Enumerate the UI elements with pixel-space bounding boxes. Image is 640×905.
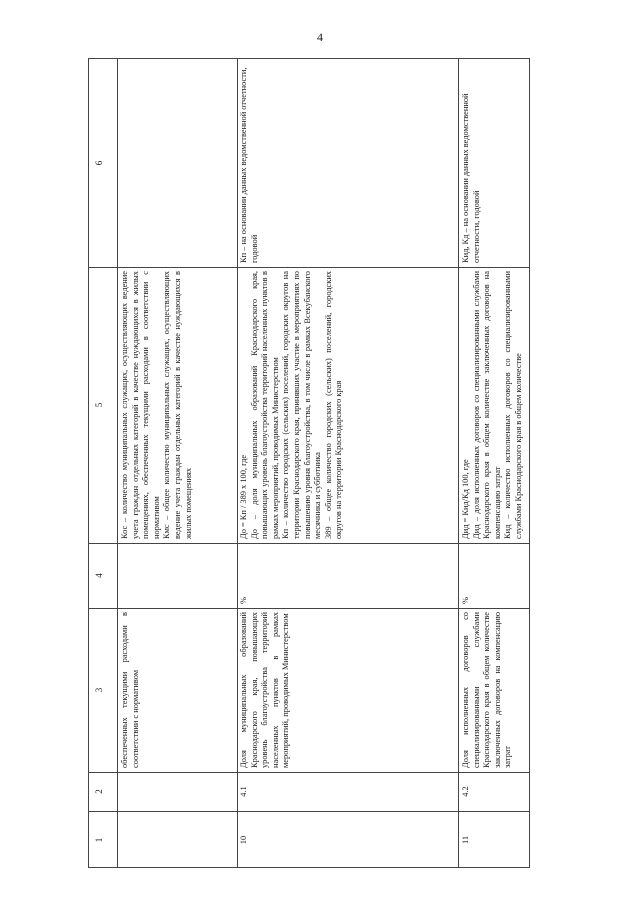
column-divider [89,608,529,609]
column-divider [89,267,529,268]
row-continuation-formula [120,271,235,539]
row-10-number: 10 [239,835,248,845]
formula-line: Кмс – общее количество муниципальных служащих, осуществляющих ведение учета граждан отдельных категорий в качестве нуждающихся в жилых помещениях [162,271,193,539]
formula-line: Кп – количество городских (сельских) поселений, городских округов на территории Краснодарского края, принявших участие в мероприятиях по повышению уровня благоустройства, в том числе в рамках Всекубанского месячника и субботника [281,271,323,539]
formula-line: Дид = Кид/Кд 100, где [461,459,470,539]
row-11-unit: % [461,597,470,604]
header-col-5: 5 [94,402,104,408]
formula-line: Кос – количество муниципальных служащих, осуществляющих ведение учета граждан отдельных категорий в качестве нуждающихся в жилых помещениях, обеспеченных текущими расходами в соответствии с нормативом [120,271,161,539]
header-col-1: 1 [94,837,104,843]
header-col-6: 6 [94,160,104,166]
column-divider [89,543,529,544]
row-10-formula [239,271,456,539]
row-11-source: Кид, Кд – на основании данных ведомственной отчетности, годовой [461,93,481,263]
row-divider [117,59,118,867]
row-11-name: Доля исполненных договоров со специализированными службами Краснодарского края в общем количестве заключенных договоров на компенсацию затрат [461,612,513,768]
row-10-name: Доля муниципальных образований Краснодарского края, повышающих уровень благоустройства территорий населенных пунктов в рамках мероприятий, проводимых Министерством [239,612,291,768]
row-10-source: Кп – на основании данных ведомственной отчетности, годовой [239,67,259,263]
row-11-code: 4.2 [461,786,470,797]
row-11-formula [461,271,529,539]
row-11-number: 11 [461,835,470,845]
page-number: 4 [317,30,323,44]
formula-line: Кид – количество исполненных договоров со специализированными службами Краснодарского края в общем количестве [503,271,523,539]
row-10-code: 4.1 [239,786,248,797]
header-col-3: 3 [94,687,104,693]
row-continuation-name: обеспеченных текущими расходами в соответствии с нормативом [120,612,140,768]
row-divider [458,59,459,867]
formula-line: До – доля муниципальных образований Краснодарского края, повышающих уровень благоустройства территорий населенных пунктов в рамках мероприятий, проводимых Министерством [249,271,280,539]
indicator-table [88,58,530,868]
row-divider [237,59,238,867]
header-col-4: 4 [94,573,104,578]
formula-line: Дид – доля исполненных договоров со специализированными службами Краснодарского края в общем количестве заключенных договоров на компенсацию затрат [471,271,502,539]
formula-line: 389 – общее количество городских (сельских) поселений, городских округов на территории Краснодарского края [323,271,344,539]
row-10-unit: % [239,597,248,604]
formula-line: До = Кп / 389 х 100, где [239,454,248,539]
header-col-2: 2 [94,789,104,794]
